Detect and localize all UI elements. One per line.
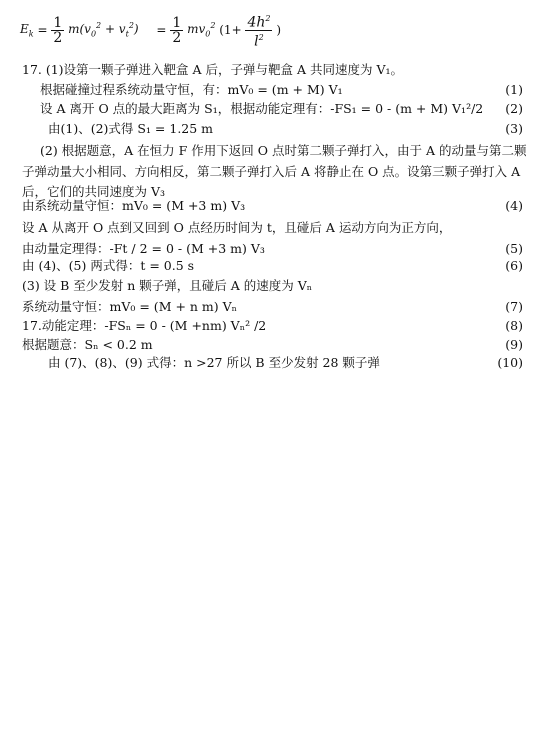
formula-half-fraction: $\frac{1}{2}$ bbox=[53, 14, 63, 46]
formula-eq1: = bbox=[37, 23, 48, 38]
line-8: 由系统动量守恒：mV₀ = (M +3 m) V₃ bbox=[22, 198, 246, 213]
eq-number-7: (7) bbox=[505, 299, 523, 314]
eq-number-10: (10) bbox=[497, 355, 523, 370]
kinetic-energy-formula bbox=[20, 12, 281, 50]
formula-paren-open: (1+ bbox=[219, 23, 242, 38]
eq-number-1: (1) bbox=[505, 82, 523, 97]
line-6: 子弹动量大小相同、方向相反，第二颗子弹打入后 A 将静止在 O 点。设第三颗子弹打入 A bbox=[22, 164, 521, 179]
line-16: 由 (7)、(8)、(9) 式得：n >27 所以 B 至少发射 28 颗子弹 bbox=[48, 355, 380, 370]
formula-lhs: $E_k$ bbox=[20, 21, 34, 39]
line-2: 根据碰撞过程系统动量守恒，有：mV₀ = (m + M) V₁ bbox=[40, 82, 343, 97]
line-14: 17.动能定理：-FSₙ = 0 - (M +nm) Vₙ² /2 bbox=[22, 318, 267, 333]
line-9: 设 A 从离开 O 点到又回到 O 点经历时间为 t，且碰后 A 运动方向为正方向， bbox=[22, 220, 452, 235]
line-5: (2) 根据题意，A 在恒力 F 作用下返回 O 点时第二颗子弹打入，由于 A 的动量与第二颗 bbox=[40, 143, 527, 158]
eq-number-2: (2) bbox=[505, 101, 523, 116]
eq-number-4: (4) bbox=[505, 198, 523, 213]
line-11: 由 (4)、(5) 两式得：t = 0.5 s bbox=[22, 258, 195, 273]
formula-paren-close: ) bbox=[276, 23, 281, 38]
line-4: 由(1)、(2)式得 S₁ = 1.25 m bbox=[48, 121, 214, 136]
formula-mv0: $mv_0^2$ bbox=[187, 21, 216, 39]
line-13: 系统动量守恒：mV₀ = (M + n m) Vₙ bbox=[22, 299, 238, 314]
formula-half-fraction-2: $\frac{1}{2}$ bbox=[172, 14, 182, 46]
eq-number-5: (5) bbox=[505, 241, 523, 256]
formula-eq2: = bbox=[156, 23, 167, 38]
eq-number-6: (6) bbox=[505, 258, 523, 273]
formula-h-over-l-fraction: $\frac{4h^2}{l^2}$ bbox=[247, 14, 271, 50]
line-12: (3) 设 B 至少发射 n 颗子弹，且碰后 A 的速度为 Vₙ bbox=[22, 278, 313, 293]
eq-number-9: (9) bbox=[505, 337, 523, 352]
eq-number-8: (8) bbox=[505, 318, 523, 333]
line-3: 设 A 离开 O 点的最大距离为 S₁，根据动能定理有：-FS₁ = 0 - (m + M) V₁²/2 bbox=[40, 101, 484, 116]
line-7: 后，它们的共同速度为 V₃ bbox=[22, 184, 166, 199]
line-15: 根据题意：Sₙ < 0.2 m bbox=[22, 337, 153, 352]
eq-number-3: (3) bbox=[505, 121, 523, 136]
formula-velocity-sum: $m(v_0^2 + v_t^2)$ bbox=[68, 21, 139, 39]
line-10: 由动量定理得：-Ft / 2 = 0 - (M +3 m) V₃ bbox=[22, 241, 265, 256]
line-1: 17. (1)设第一颗子弹进入靶盒 A 后，子弹与靶盒 A 共同速度为 V₁。 bbox=[22, 62, 404, 77]
